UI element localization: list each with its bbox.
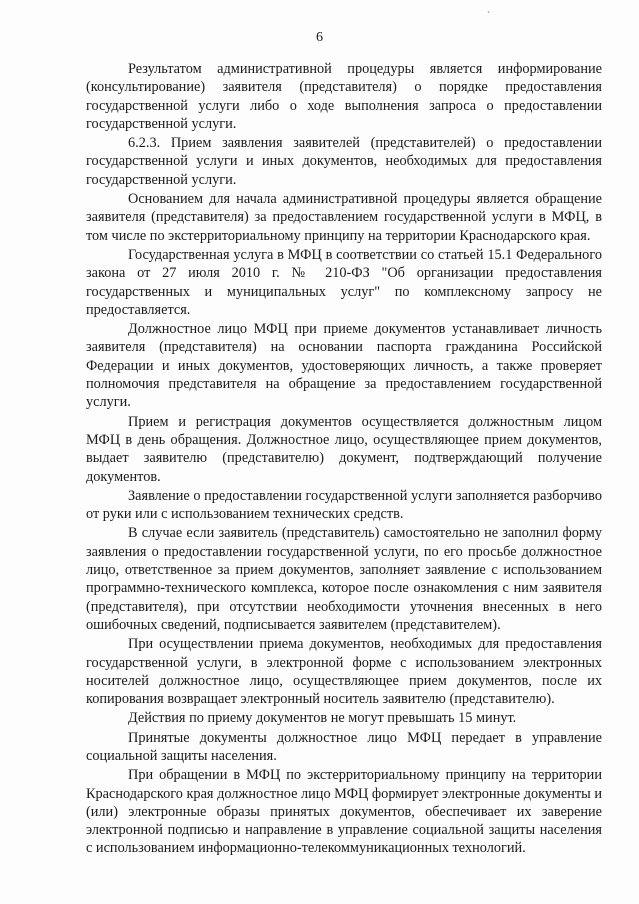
document-body [86,60,602,858]
paragraph-application-filling: Заявление о предоставлении государственной услуги заполняется разборчиво от руки или с использованием технических средств. [86,487,602,523]
paragraph-time-limit: Действия по приему документов не могут превышать 15 минут. [128,710,517,727]
paragraph-grounds: Основанием для начала административной процедуры является обращение заявителя (представителя) за предоставлением государственной услуги в МФЦ, в том числе по экстерриториальному принципу на территории Краснодарского края. [86,191,602,244]
page-number: 6 [316,30,323,45]
paragraph-assisted-filling: В случае если заявитель (представитель) самостоятельно не заполнил форму заявления о предоставлении государственной услуги, по его просьбе должностное лицо, ответственное за прием документов, заполняет заявление с использованием программно-технического комплекса, которое после ознакомления с ним заявителя (представителя), при отсутствии необходимости уточнения внесенных в него ошибочных сведений, подписывается заявителем (представителем). [86,525,602,633]
paragraph-electronic-media: При осуществлении приема документов, необходимых для предоставления государственной услуги, в электронной форме с использованием электронных носителей должностное лицо, осуществляющее прием документов, после их копирования возвращает электронный носитель заявителю (представителю). [86,636,602,708]
paragraph-registration: Прием и регистрация документов осуществляется должностным лицом МФЦ в день обращения. Должностное лицо, осуществляющее прием документов, выдает заявителю (представителю) документ, подтверждающий получение документов. [86,413,602,485]
paragraph-identity-check: Должностное лицо МФЦ при приеме документов устанавливает личность заявителя (представителя) на основании паспорта гражданина Российской Федерации и иных документов, удостоверяющих личность, а также проверяет полномочия представителя на обращение за предоставлением государственной услуги. [86,321,602,411]
scan-speck: ` [487,11,491,22]
paragraph-transfer: Принятые документы должностное лицо МФЦ передает в управление социальной защиты населения. [86,729,602,764]
paragraph-extraterritorial: При обращении в МФЦ по экстерриториальному принципу на территории Краснодарского края должностное лицо МФЦ формирует электронные документы и (или) электронные образы принятых документов, обеспечивает их заверение электронной подписью и направление в управление социальной защиты населения с использованием информационно-телекоммуникационных технологий. [86,767,602,857]
paragraph-section-6-2-3: 6.2.3. Прием заявления заявителей (представителей) о предоставлении государственной услуги и иных документов, необходимых для предоставления государственной услуги. [86,135,602,188]
paragraph-law-reference: Государственная услуга в МФЦ в соответствии со статьей 15.1 Федерального закона от 27 июля 2010 г. № 210-ФЗ "Об организации предоставления государственных и муниципальных услуг" по комплексному запросу не предоставляется. [86,246,602,318]
paragraph-result-informing: Результатом административной процедуры является информирование (консультирование) заявителя (представителя) о порядке предоставления государственной услуги либо о ходе выполнения запроса о предоставлении государственной услуги. [86,61,602,132]
